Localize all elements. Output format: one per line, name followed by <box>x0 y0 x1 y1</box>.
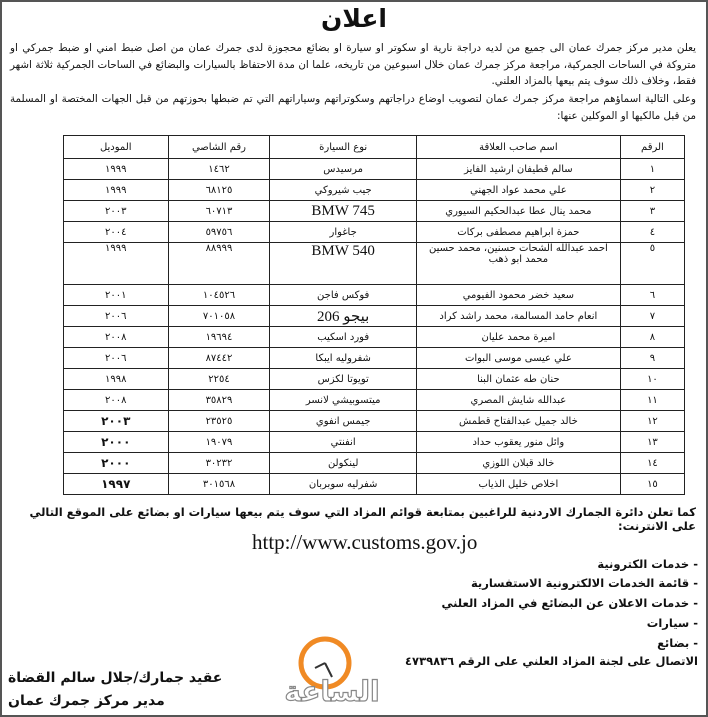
svg-text:الساعة: الساعة <box>284 675 380 705</box>
row-number: ٣ <box>620 201 684 222</box>
owner-name: سعيد خضر محمود الفيومي <box>416 285 620 306</box>
table-row <box>64 474 685 495</box>
car-type: لينكولن <box>270 453 416 474</box>
announcement-paragraph: يعلن مدير مركز جمرك عمان الى جميع من لديه دراجة نارية او سكوتر او سيارة او بضائع محجوزة لدى جمرك عمان من اصل ضبط امني او ضبط جمركي او متروكة في الساحات الجمركية، مراجعة مركز جمرك عمان خلال اسبوعين من تاريخه، علما ان مدة الاحتفاظ بالسيارات والبضائع في الساحات الجمركية ثلاثة اشهر فقط، وخلاف ذلك سوف يتم بيعها بالمزاد العلني. <box>10 42 696 87</box>
car-type: مرسيدس <box>270 159 416 180</box>
row-number: ٢ <box>620 180 684 201</box>
car-type: فوكس فاجن <box>270 285 416 306</box>
chassis-number: ٨٨٩٩٩ <box>168 243 270 285</box>
model-year: ٢٠٠٣ <box>64 411 169 432</box>
chassis-number: ١٩٦٩٤ <box>168 327 270 348</box>
chassis-number: ٣٠١٥٦٨ <box>168 474 270 495</box>
car-type: جيب شيروكي <box>270 180 416 201</box>
website-intro: كما تعلن دائرة الجمارك الاردنية للراغبين بمتابعة قوائم المزاد التي سوف يتم بيعها سيارات او بضائع على الموقع التالي على الانترنت: <box>29 505 696 533</box>
car-type: تويوتا لكزس <box>270 369 416 390</box>
car-type: شفرليه سوبربان <box>270 474 416 495</box>
table-row <box>64 411 685 432</box>
table-row <box>64 159 685 180</box>
model-year: ١٩٩٧ <box>64 474 169 495</box>
car-type: جيمس انفوي <box>270 411 416 432</box>
owner-name: انعام حامد المسالمة، محمد راشد كراد <box>416 306 620 327</box>
row-number: ١١ <box>620 390 684 411</box>
column-header: رقم الشاصي <box>168 136 270 159</box>
row-number: ٤ <box>620 222 684 243</box>
model-year: ٢٠٠٣ <box>64 201 169 222</box>
row-number: ٨ <box>620 327 684 348</box>
table-row <box>64 348 685 369</box>
model-year: ٢٠٠٨ <box>64 327 169 348</box>
table-row <box>64 432 685 453</box>
chassis-number: ٣٠٢٣٢ <box>168 453 270 474</box>
model-year: ٢٠٠١ <box>64 285 169 306</box>
table-row <box>64 285 685 306</box>
owner-name: حمزة ابراهيم مصطفى بركات <box>416 222 620 243</box>
owner-name: سالم قطيفان ارشيد الفايز <box>416 159 620 180</box>
chassis-number: ٧٠١٠٥٨ <box>168 306 270 327</box>
signature-name: عقيد جمارك/جلال سالم القضاة <box>8 670 223 686</box>
owner-name: علي محمد عواد الجهني <box>416 180 620 201</box>
model-year: ١٩٩٨ <box>64 369 169 390</box>
chassis-number: ٦٠٧١٣ <box>168 201 270 222</box>
owner-name: وائل منور يعقوب حداد <box>416 432 620 453</box>
model-year: ٢٠٠٤ <box>64 222 169 243</box>
model-year: ١٩٩٩ <box>64 180 169 201</box>
customs-website-link[interactable]: http://www.customs.gov.jo <box>252 530 478 554</box>
table-header-row <box>64 136 685 159</box>
row-number: ١٣ <box>620 432 684 453</box>
column-header: الموديل <box>64 136 169 159</box>
signature-title: مدير مركز جمرك عمان <box>8 693 165 709</box>
table-row <box>64 180 685 201</box>
model-year: ٢٠٠٨ <box>64 390 169 411</box>
car-type: انفنتي <box>270 432 416 453</box>
column-header: اسم صاحب العلاقة <box>416 136 620 159</box>
model-year: ١٩٩٩ <box>64 243 169 285</box>
owner-name: احمد عبدالله الشحات حسنين، محمد حسين محمد ابو ذهب <box>416 243 620 285</box>
table-row <box>64 201 685 222</box>
row-number: ١٢ <box>620 411 684 432</box>
row-number: ٧ <box>620 306 684 327</box>
owner-name: اخلاص خليل الذياب <box>416 474 620 495</box>
column-header: نوع السيارة <box>270 136 416 159</box>
chassis-number: ٢٢٥٤ <box>168 369 270 390</box>
list-item: - خدمات الاعلان عن البضائع في المزاد العلني <box>441 596 698 610</box>
contact-line: الاتصال على لجنة المزاد العلني على الرقم ٤٧٣٩٨٣٦ <box>405 654 698 668</box>
row-number: ١٤ <box>620 453 684 474</box>
model-year: ٢٠٠٦ <box>64 348 169 369</box>
table-row <box>64 390 685 411</box>
car-type: بيجو 206 <box>270 306 416 327</box>
owner-name: خالد قبلان اللوزي <box>416 453 620 474</box>
column-header: الرقم <box>620 136 684 159</box>
row-number: ٩ <box>620 348 684 369</box>
owner-name: حنان طه عثمان البنا <box>416 369 620 390</box>
car-type: فورد اسكيب <box>270 327 416 348</box>
list-item: - سيارات <box>646 616 698 630</box>
owner-name: عبدالله شايش المصري <box>416 390 620 411</box>
table-row <box>64 327 685 348</box>
row-number: ٥ <box>620 243 684 285</box>
car-type: جاغوار <box>270 222 416 243</box>
list-item: - بضائع <box>657 636 698 650</box>
table-row <box>64 243 685 285</box>
list-item: - قائمة الخدمات الالكترونية الاستفسارية <box>470 576 698 590</box>
watermark-logo <box>270 635 395 705</box>
chassis-number: ٣٥٨٢٩ <box>168 390 270 411</box>
row-number: ٦ <box>620 285 684 306</box>
car-type: BMW 745 <box>270 201 416 222</box>
model-year: ٢٠٠٠ <box>64 453 169 474</box>
vehicles-table <box>63 135 685 495</box>
table-row <box>64 222 685 243</box>
row-number: ١٥ <box>620 474 684 495</box>
row-number: ١ <box>620 159 684 180</box>
chassis-number: ١٩٠٧٩ <box>168 432 270 453</box>
chassis-number: ١٤٦٢ <box>168 159 270 180</box>
owner-name: خالد جميل عبدالفتاح قطمش <box>416 411 620 432</box>
table-row <box>64 306 685 327</box>
model-year: ٢٠٠٦ <box>64 306 169 327</box>
table-row <box>64 453 685 474</box>
model-year: ١٩٩٩ <box>64 159 169 180</box>
chassis-number: ٢٣٥٢٥ <box>168 411 270 432</box>
list-item: - خدمات الكترونية <box>597 557 698 571</box>
names-intro-paragraph: وعلى التالية اسماؤهم مراجعة مركز جمرك عمان لتصويب اوضاع دراجاتهم وسكوتراتهم وسياراتهم التي تم ضبطها بحوزتهم من قبل الجهات المختصة او المسلمة من قبل مالكيها او الموكلين عنها: <box>10 93 696 122</box>
chassis-number: ٦٨١٢٥ <box>168 180 270 201</box>
table-row <box>64 369 685 390</box>
owner-name: اميرة محمد عليان <box>416 327 620 348</box>
owner-name: علي عيسى موسى البوات <box>416 348 620 369</box>
car-type: BMW 540 <box>270 243 416 285</box>
page-title: اعلان <box>321 4 387 33</box>
car-type: شفروليه ايبكا <box>270 348 416 369</box>
row-number: ١٠ <box>620 369 684 390</box>
owner-name: محمد ينال عطا عبدالحكيم السيوري <box>416 201 620 222</box>
chassis-number: ١٠٤٥٢٦ <box>168 285 270 306</box>
car-type: ميتسوبيشي لانسر <box>270 390 416 411</box>
model-year: ٢٠٠٠ <box>64 432 169 453</box>
chassis-number: ٥٩٧٥٦ <box>168 222 270 243</box>
chassis-number: ٨٧٤٤٢ <box>168 348 270 369</box>
